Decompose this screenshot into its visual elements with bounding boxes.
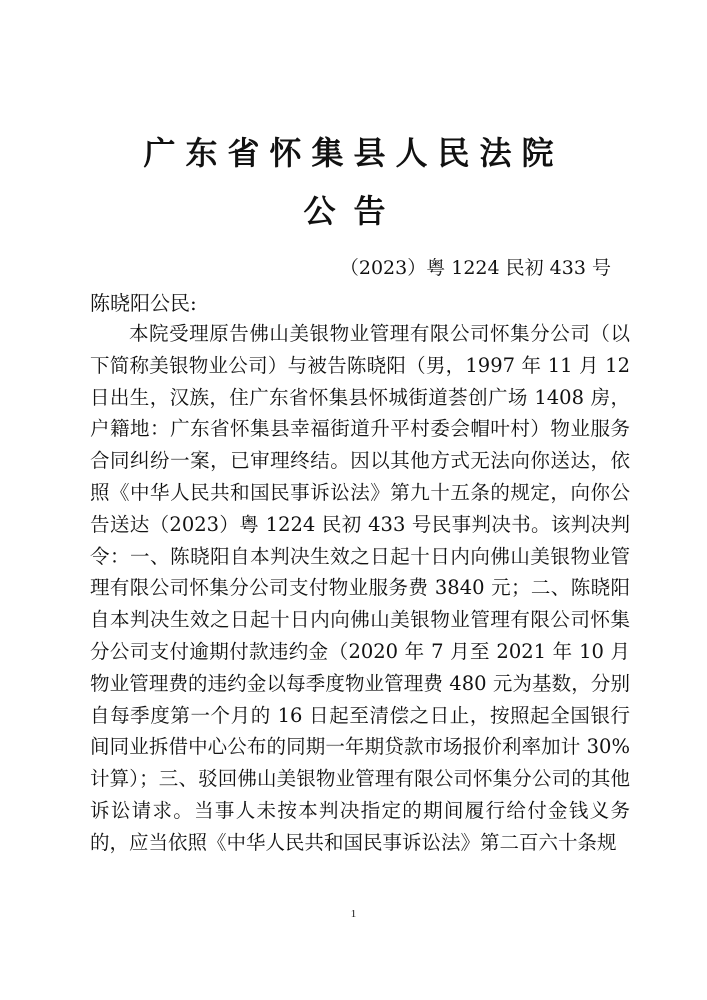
page-number: 1 <box>350 908 357 920</box>
notice-heading: 公告 <box>303 192 404 230</box>
notice-body-paragraph: 本院受理原告佛山美银物业管理有限公司怀集分公司（以下简称美银物业公司）与被告陈晓阳（男，1997 年 11 月 12 日出生，汉族，住广东省怀集县怀城街道荟创广场 1408 房，户籍地：广东省怀集县幸福街道升平村委会帽叶村）物业服务合同纠纷一案，已审理终结。因以其他方式无法向你送达，依照《中华人民共和国民事诉讼法》第九十五条的规定，向你公告送达（2023）粤 1224 民初 433 号民事判决书。该判决判令：一、陈晓阳自本判决生效之日起十日内向佛山美银物业管理有限公司怀集分公司支付物业服务费 3840 元；二、陈晓阳自本判决生效之日起十日内向佛山美银物业管理有限公司怀集分公司支付逾期付款违约金（2020 年 7 月至 2021 年 10 月物业管理费的违约金以每季度物业管理费 480 元为基数，分别自每季度第一个月的 16 日起至清偿之日止，按照起全国银行间同业拆借中心公布的同期一年期贷款市场报价利率加计 30%计算）；三、驳回佛山美银物业管理有限公司怀集分公司的其他诉讼请求。当事人未按本判决指定的期间履行给付金钱义务的，应当依照《中华人民共和国民事诉讼法》第二百六十条规 <box>90 322 630 854</box>
case-number: （2023）粤 1224 民初 433 号 <box>339 257 611 279</box>
court-name-heading: 广东省怀集县人民法院 <box>143 134 564 172</box>
addressee-salutation: 陈晓阳公民: <box>90 291 197 315</box>
